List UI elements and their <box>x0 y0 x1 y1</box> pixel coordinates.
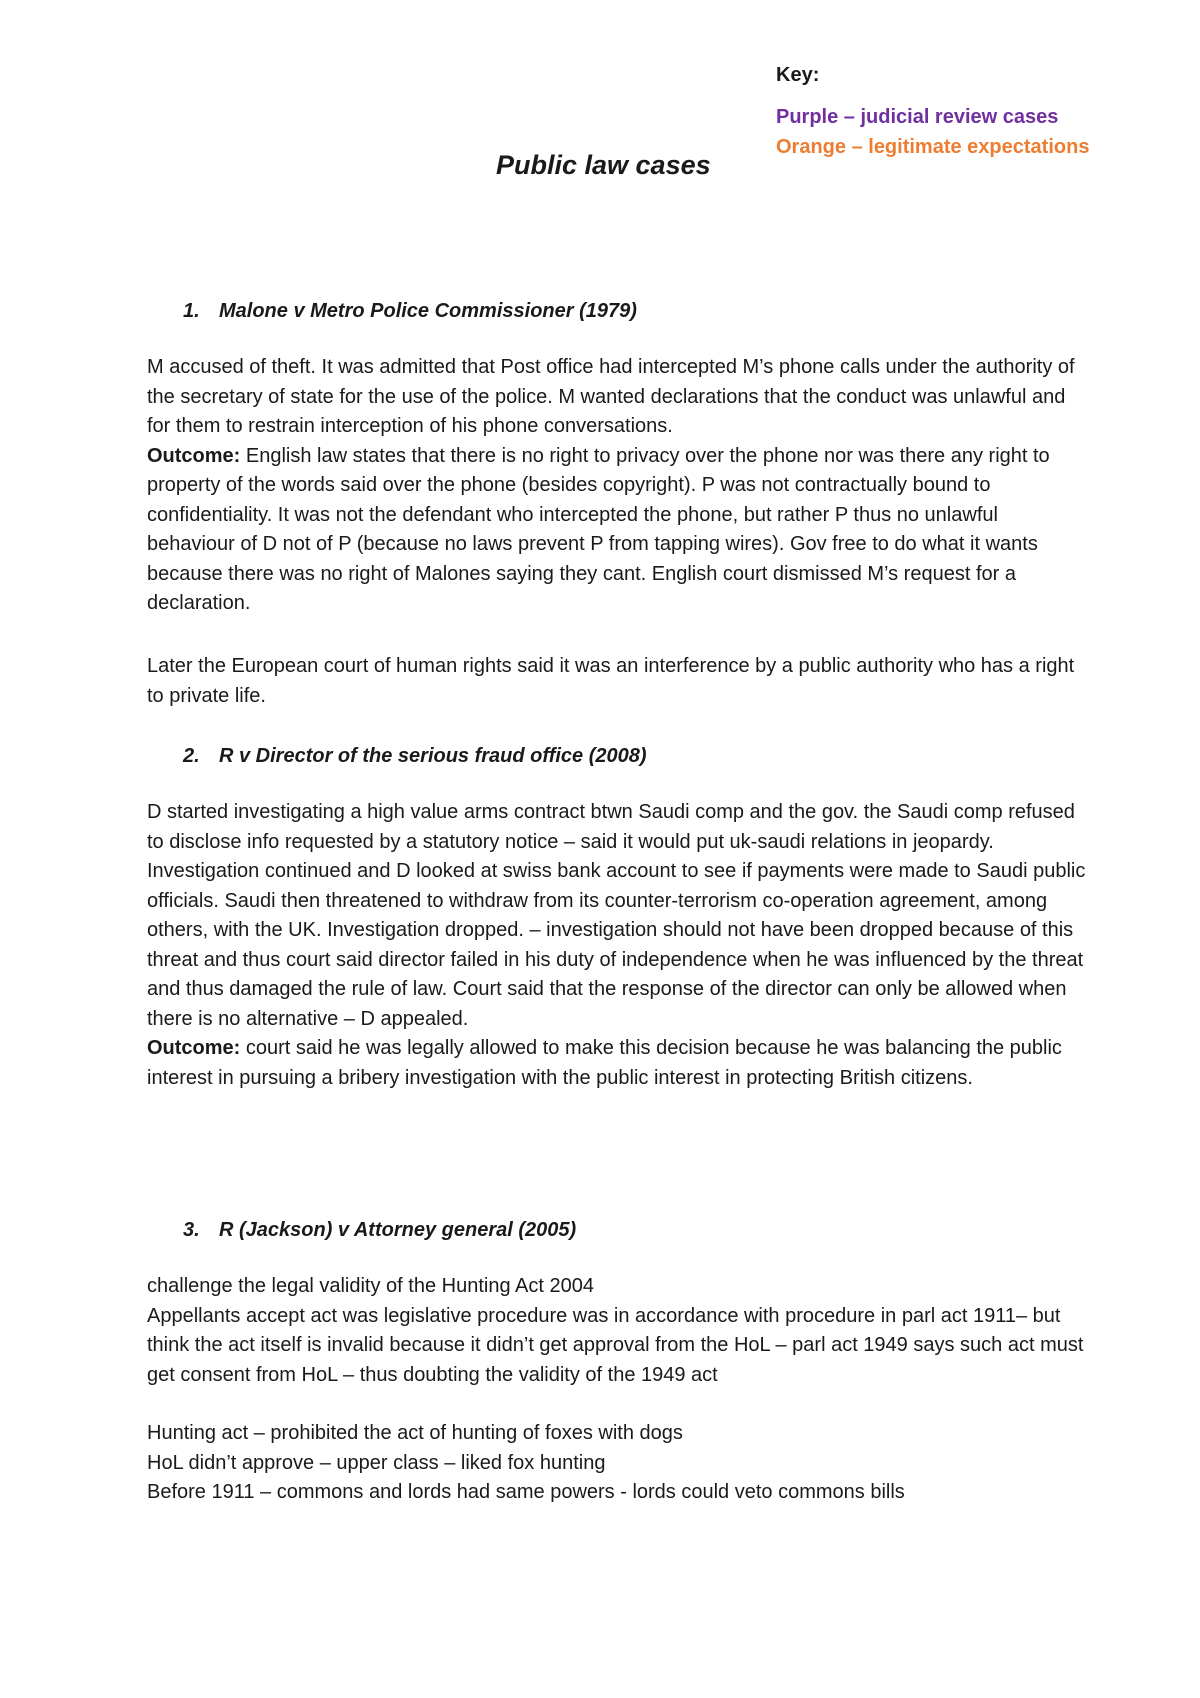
case-3-body-a <box>147 1272 1087 1390</box>
case-outcome <box>147 1034 1087 1093</box>
case-name: R v Director of the serious fraud office (2008) <box>219 745 647 767</box>
case-2-body <box>147 798 1087 1093</box>
key-item-legitimate-expectations: Orange – legitimate expectations <box>776 136 1090 158</box>
color-key <box>776 60 1089 162</box>
outcome-text: court said he was legally allowed to make this decision because he was balancing the public interest in pursuing a bribery investigation with the public interest in protecting British citizens. <box>147 1037 1062 1089</box>
case-facts: M accused of theft. It was admitted that Post office had intercepted M’s phone calls under the authority of the secretary of state for the use of the police. M wanted declarations that the conduct was unlawful and for them to restrain interception of his phone conversations. <box>147 356 1075 437</box>
case-name: Malone v Metro Police Commissioner (1979) <box>219 300 637 322</box>
case-3-body-b <box>147 1419 1087 1508</box>
outcome-label: Outcome: <box>147 1037 241 1059</box>
key-item-judicial-review: Purple – judicial review cases <box>776 106 1059 128</box>
case-number: 1. <box>183 300 200 322</box>
case-outcome <box>147 442 1087 619</box>
outcome-label: Outcome: <box>147 444 241 467</box>
case-line: Before 1911 – commons and lords had same powers - lords could veto commons bills <box>147 1481 905 1503</box>
case-number: 3. <box>183 1219 200 1241</box>
key-title: Key: <box>776 64 820 86</box>
case-line: HoL didn’t approve – upper class – liked fox hunting <box>147 1451 606 1474</box>
case-1-body <box>147 353 1087 619</box>
case-name: R (Jackson) v Attorney general (2005) <box>219 1219 577 1241</box>
case-line: Hunting act – prohibited the act of hunting of foxes with dogs <box>147 1422 683 1444</box>
page-title: Public law cases <box>496 150 711 180</box>
case-number: 2. <box>183 745 200 767</box>
case-line: Appellants accept act was legislative procedure was in accordance with procedure in parl act 1911– but think the act itself is invalid because it didn’t get approval from the HoL – parl act 1949 says such act must get consent from HoL – thus doubting the validity of the 1949 act <box>147 1304 1084 1386</box>
case-1-later <box>147 652 1087 711</box>
case-later-note: Later the European court of human rights said it was an interference by a public authority who has a right to private life. <box>147 655 1075 707</box>
outcome-text: English law states that there is no right to privacy over the phone nor was there any right to property of the words said over the phone (besides copyright). P was not contractually bound to confidentiality. It was not the defendant who intercepted the phone, but rather P thus no unlawful behaviour of D not of P (because no laws prevent P from tapping wires). Gov free to do what it wants because there was no right of Malones saying they cant. English court dismissed M’s request for a declaration. <box>147 444 1050 614</box>
case-line: challenge the legal validity of the Hunting Act 2004 <box>147 1275 594 1297</box>
case-facts: D started investigating a high value arms contract btwn Saudi comp and the gov. the Saudi comp refused to disclose info requested by a statutory notice – said it would put uk-saudi relations in jeopardy. Investigation continued and D looked at swiss bank account to see if payments were made to Saudi public officials. Saudi then threatened to withdraw from its counter-terrorism co-operation agreement, among others, with the UK. Investigation dropped. – investigation should not have been dropped because of this threat and thus court said director failed in his duty of independence when he was influenced by the threat and thus damaged the rule of law. Court said that the response of the director can only be allowed when there is no alternative – D appealed. <box>147 801 1086 1030</box>
